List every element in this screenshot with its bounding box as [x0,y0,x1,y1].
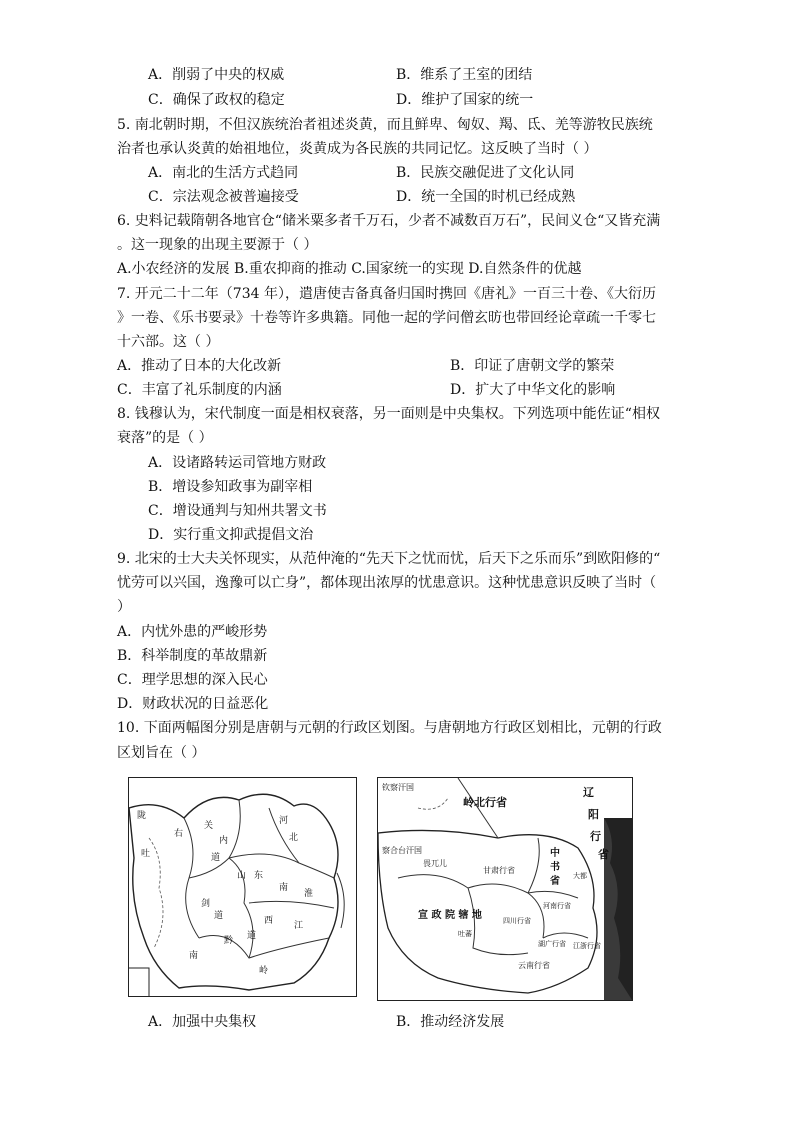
yuan-map-label: 书 [550,862,560,873]
yuan-map-label: 行 [590,830,601,843]
q9-stem-line-3: ） [117,599,131,615]
q7-stem-line-3: 十六部。这（ ） [117,334,220,350]
yuan-map-label: 察合台汗国 [382,846,422,855]
q6-stem-line-2: 。这一现象的出现主要源于（ ） [117,237,318,253]
tang-map-label: 江 [294,921,304,931]
yuan-dynasty-map [377,777,633,1001]
q7-stem-line-1: 7. 开元二十二年（734 年），遣唐使吉备真备归国时携回《唐礼》一百三十卷、《大衍历 [117,286,656,302]
yuan-map-label: 甘肃行省 [483,866,515,875]
yuan-map-drawing [378,778,632,1000]
tang-map-label: 内 [219,836,229,846]
tang-map-label: 道 [214,911,224,921]
q4-option-c: C．确保了政权的稳定 [148,92,285,108]
yuan-map-label: 钦察汗国 [382,783,414,792]
q8-stem-line-2: 衰落”的是（ ） [117,430,213,446]
tang-map-label: 西 [264,916,274,926]
tang-map-label: 河 [279,816,289,826]
tang-map-label: 右 [174,829,184,839]
tang-map-label: 淮 [304,889,314,899]
q9-stem-line-2: 忧劳可以兴国，逸豫可以亡身”，都体现出浓厚的忧患意识。这种忧患意识反映了当时（ [117,575,657,591]
q4-option-b: B．维系了王室的团结 [396,67,533,83]
tang-map-drawing [129,778,356,996]
q4-option-d: D．维护了国家的统一 [396,92,534,108]
tang-map-label: 道 [247,931,257,941]
q9-stem-line-1: 9. 北宋的士大夫关怀现实，从范仲淹的“先天下之忧而忧，后天下之乐而乐”到欧阳修的“ [117,551,661,567]
yuan-map-label: 中 [550,848,560,859]
yuan-map-label: 湖广行省 [538,940,566,948]
q6-stem-line-1: 6. 史料记载隋朝各地官仓“储米粟多者千万石，少者不减数百万石”，民间义仓“又皆充满 [117,213,661,229]
tang-map-label: 道 [211,853,221,863]
q9-option-a: A．内忧外患的严峻形势 [117,624,268,640]
q5-option-c: C．宗法观念被普遍接受 [148,189,299,205]
q7-option-a: A．推动了日本的大化改新 [117,358,282,374]
q5-stem-line-1: 5. 南北朝时期，不但汉族统治者祖述炎黄，而且鲜卑、匈奴、羯、氐、羌等游牧民族统 [117,117,653,133]
yuan-map-label: 吐蕃 [458,930,472,938]
q9-option-c: C．理学思想的深入民心 [117,672,268,688]
q8-stem-line-1: 8. 钱穆认为，宋代制度一面是相权衰落，另一面则是中央集权。下列选项中能佐证“相权 [117,406,660,422]
yuan-map-label: 四川行省 [503,917,531,925]
q10-option-a: A．加强中央集权 [148,1014,257,1030]
tang-map-label: 南 [279,883,289,893]
q5-stem-line-2: 治者也承认炎黄的始祖地位，炎黄成为各民族的共同记忆。这反映了当时（ ） [117,141,598,157]
q10-option-b: B．推动经济发展 [396,1014,505,1030]
yuan-map-label: 省 [598,848,609,861]
yuan-map-label: 辽 [583,786,594,799]
tang-map-label: 北 [289,833,299,843]
tang-map-label: 岭 [259,966,269,976]
yuan-map-label: 河南行省 [543,902,571,910]
q4-option-a: A．削弱了中央的权威 [148,67,285,83]
tang-map-label: 陇 [137,811,147,821]
tang-map-label: 吐 [141,849,151,859]
tang-map-label: 剑 [201,899,211,909]
tang-map-label: 关 [204,821,214,831]
q7-option-d: D．扩大了中华文化的影响 [450,382,616,398]
tang-map-label: 山 [237,871,247,881]
tang-map-label: 东 [254,871,264,881]
q7-option-c: C．丰富了礼乐制度的内涵 [117,382,282,398]
q9-option-b: B．科举制度的革故鼎新 [117,648,268,664]
q10-stem-line-1: 10. 下面两幅图分别是唐朝与元朝的行政区划图。与唐朝地方行政区划相比，元朝的行政 [117,720,662,736]
yuan-map-label: 阳 [588,808,599,821]
q7-option-b: B．印证了唐朝文学的繁荣 [450,358,615,374]
q8-option-a: A．设诸路转运司管地方财政 [148,455,327,471]
q5-option-d: D．统一全国的时机已经成熟 [396,189,576,205]
q8-option-d: D．实行重文抑武提倡文治 [148,527,314,543]
tang-map-label: 南 [189,951,199,961]
q10-stem-line-2: 区划旨在（ ） [117,745,206,761]
tang-dynasty-map [128,777,357,997]
q8-option-b: B．增设参知政事为副宰相 [148,479,313,495]
q7-stem-line-2: 》一卷、《乐书要录》十卷等许多典籍。同他一起的学问僧玄昉也带回经论章疏一千零七 [117,310,656,326]
yuan-map-label: 江浙行省 [573,942,601,950]
q5-option-a: A．南北的生活方式趋同 [148,165,299,181]
yuan-map-label: 宣 政 院 辖 地 [418,910,482,921]
q6-options: A.小农经济的发展 B.重农抑商的推动 C.国家统一的实现 D.自然条件的优越 [117,261,582,277]
q9-option-d: D．财政状况的日益恶化 [117,696,269,712]
yuan-map-label: 岭北行省 [463,796,507,809]
yuan-map-label: 畏兀儿 [423,859,447,868]
yuan-map-label: 云南行省 [518,961,550,970]
yuan-map-label: 大都 [573,872,587,880]
tang-map-label: 黔 [224,936,234,946]
q8-option-c: C．增设通判与知州共署文书 [148,503,327,519]
yuan-map-label: 省 [550,876,560,887]
q5-option-b: B．民族交融促进了文化认同 [396,165,575,181]
